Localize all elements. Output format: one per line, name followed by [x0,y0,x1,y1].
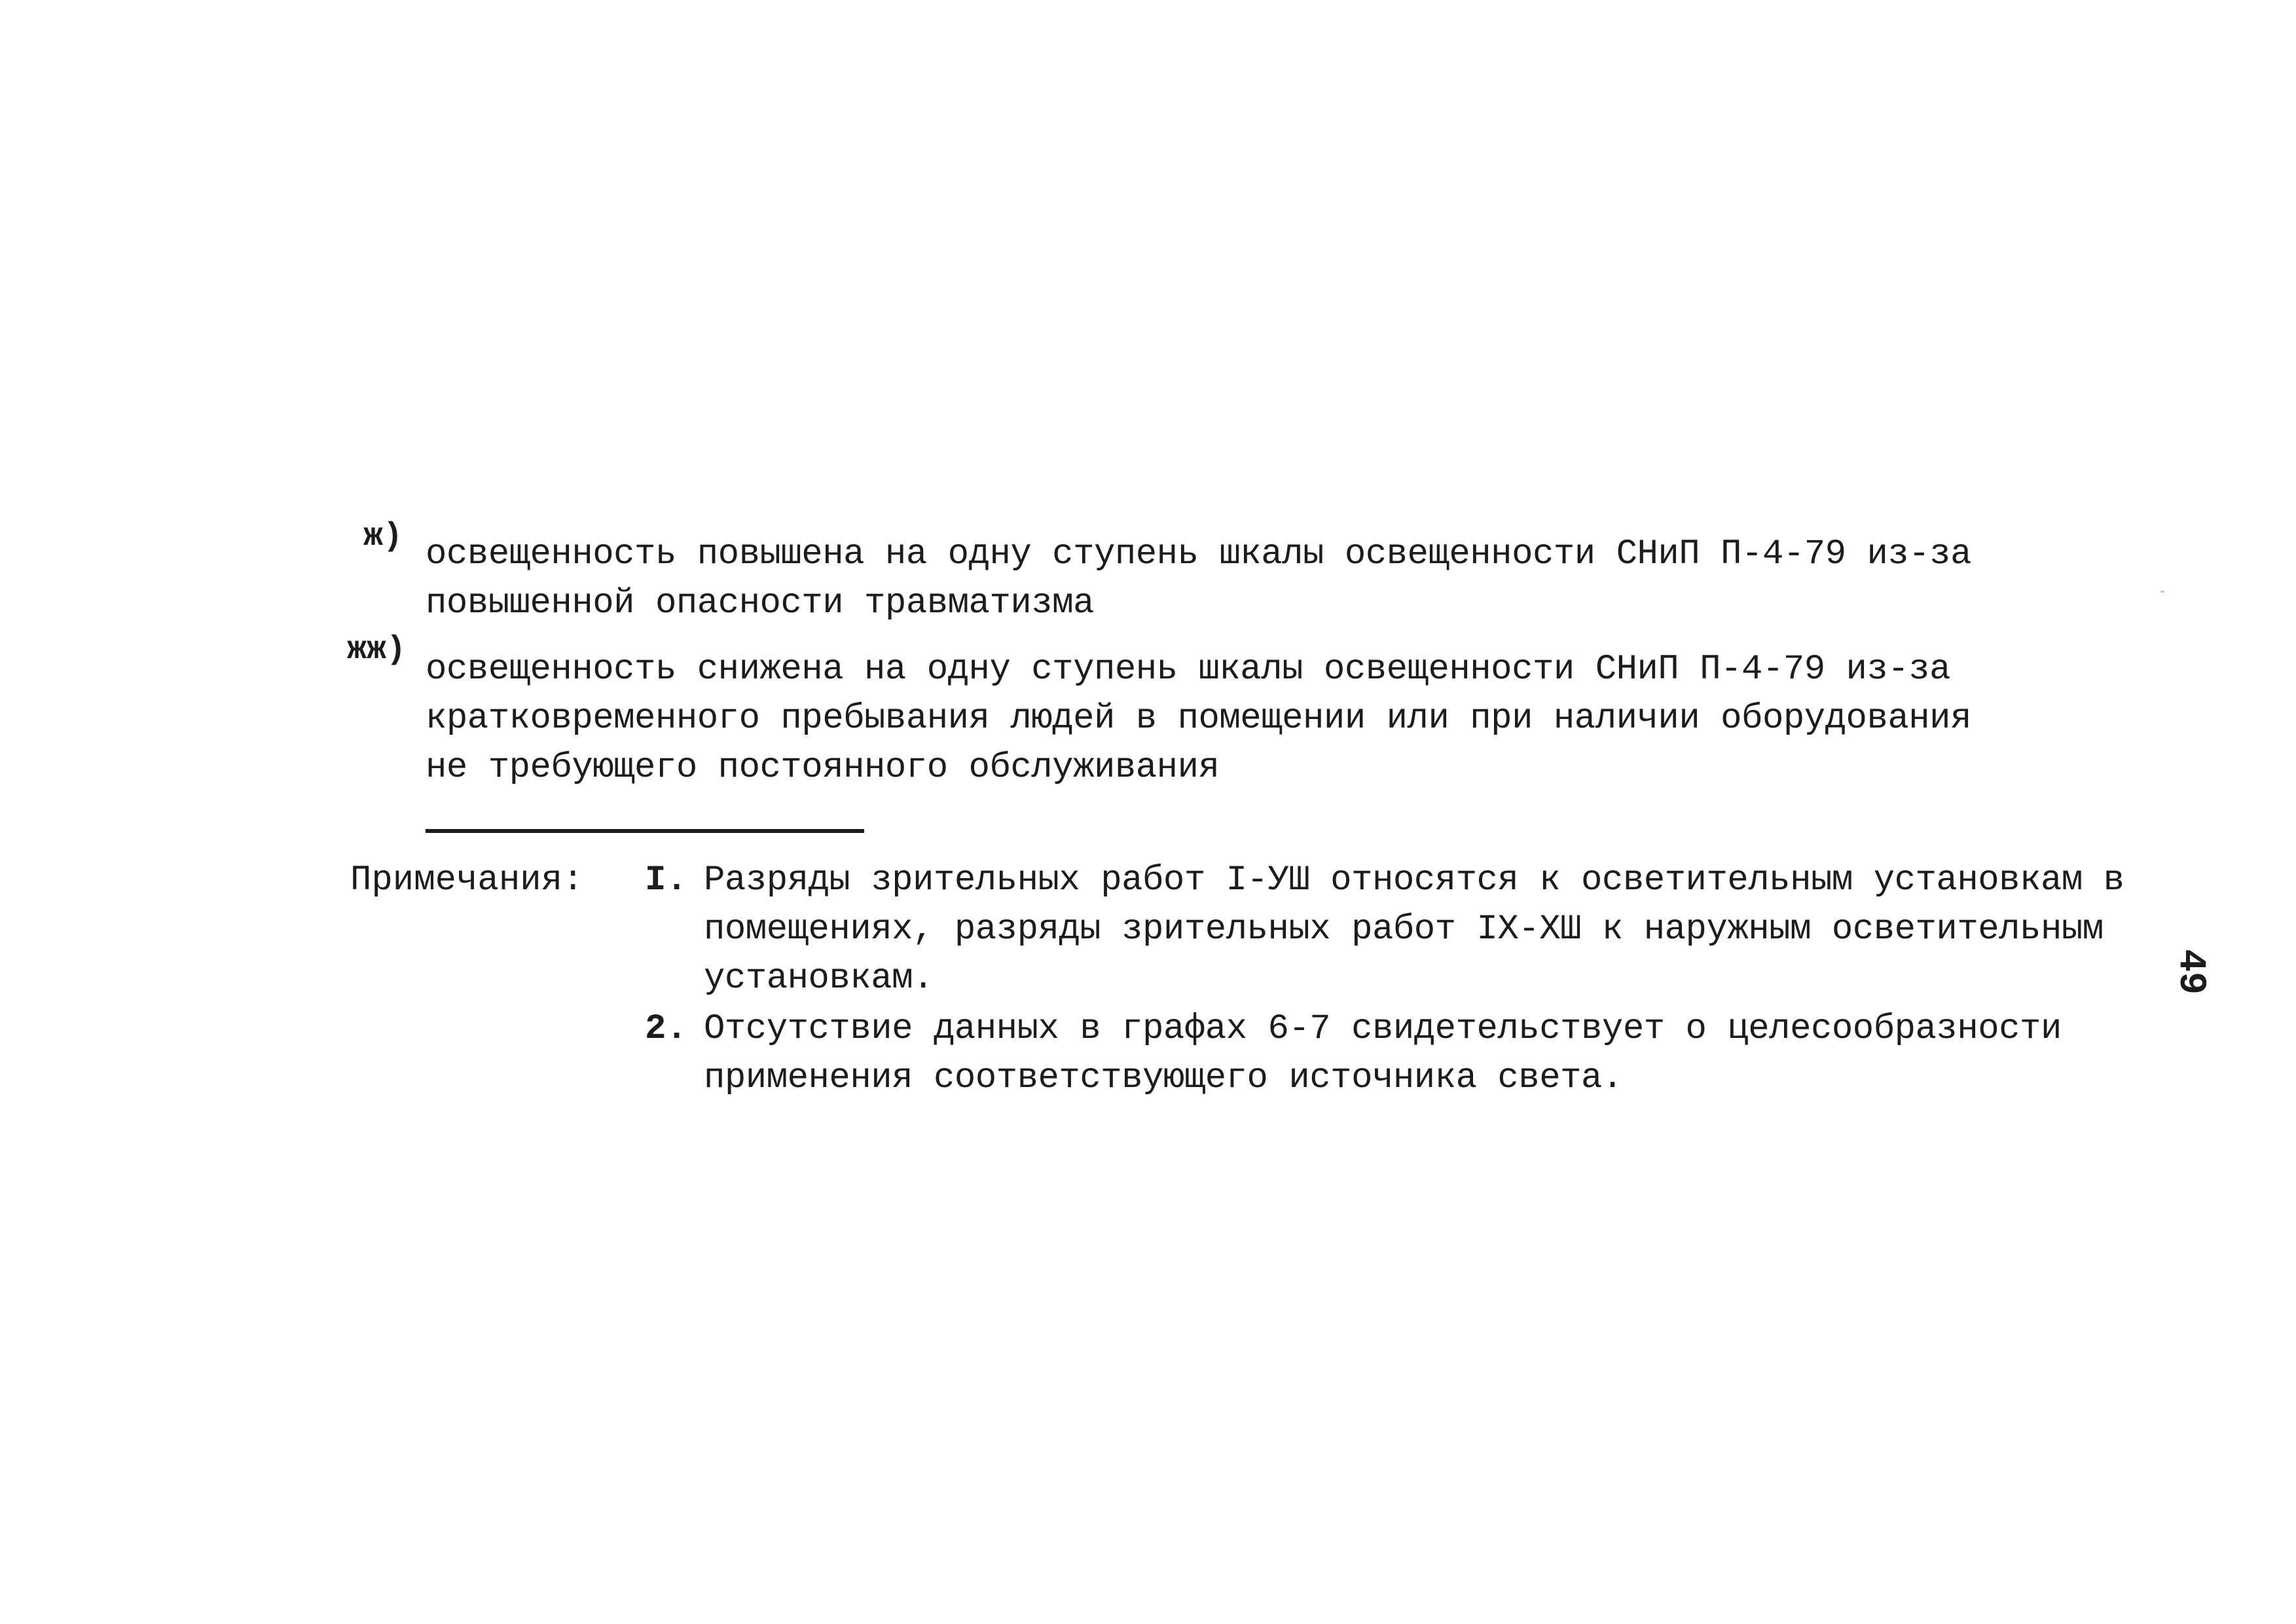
note-number-2: 2. [645,1009,687,1049]
note-number-1: I. [645,860,687,900]
footnote-1-line-1: освещенность повышена на одну ступень шкалы освещенности СНиП П-4-79 из-за [426,534,1971,574]
note-2-line-2: применения соответствующего источника света. [704,1058,1623,1098]
footnote-2-line-1: освещенность снижена на одну ступень шкалы освещенности СНиП П-4-79 из-за [426,650,1951,690]
scan-speck [2160,591,2164,593]
notes-label: Примечания: [350,860,584,900]
page-number: 49 [2168,949,2212,995]
note-1-line-3: установкам. [704,959,934,999]
footnote-marker-1: ж) [363,518,403,555]
footnote-1-line-2: повышенной опасности травматизма [426,583,1094,623]
note-1-line-2: помещениях, разряды зрительных работ IX-ХШ к наружным осветительным [704,910,2104,950]
footnote-marker-2: жж) [347,631,407,669]
note-1-line-1: Разряды зрительных работ I-УШ относятся к осветительным установкам в [704,860,2124,900]
note-2-line-1: Отсутствие данных в графах 6-7 свидетельствует о целесообразности [704,1009,2062,1049]
footnote-2-line-3: не требующего постоянного обслуживания [426,748,1220,788]
footnote-2-line-2: кратковременного пребывания людей в помещении или при наличии оборудования [426,699,1971,739]
separator-rule [426,829,864,833]
